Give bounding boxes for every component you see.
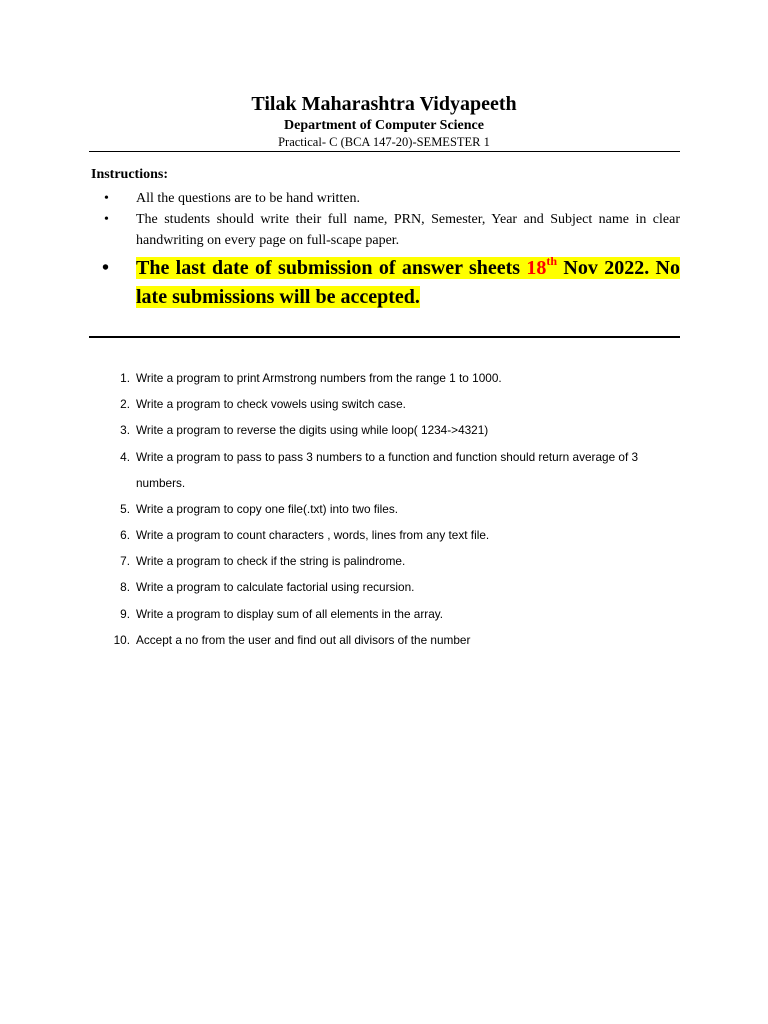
- practical-subtitle: Practical- C (BCA 147-20)-SEMESTER 1: [278, 135, 490, 149]
- deadline-prefix: The last date of submission of answer sheets: [136, 257, 527, 279]
- question-text: Write a program to reverse the digits using while loop( 1234->4321): [136, 423, 489, 438]
- question-number: 2.: [120, 397, 130, 412]
- question-text: Accept a no from the user and find out all divisors of the number: [136, 632, 471, 647]
- deadline-day-suffix: th: [546, 254, 558, 268]
- question-item: [100, 370, 680, 387]
- question-text: Write a program to display sum of all elements in the array.: [136, 606, 444, 621]
- question-number: 5.: [120, 501, 130, 516]
- deadline-day: 18: [526, 257, 547, 279]
- header-divider: [89, 151, 680, 152]
- department-name: Department of Computer Science: [284, 118, 484, 133]
- deadline-highlight: [136, 254, 680, 308]
- instruction-item: [91, 209, 680, 251]
- question-text: Write a program to print Armstrong numbers from the range 1 to 1000.: [136, 371, 502, 385]
- question-number: 4.: [120, 450, 130, 465]
- bullet-icon: •: [104, 212, 109, 227]
- instructions-heading: Instructions:: [91, 167, 169, 182]
- question-text: Write a program to count characters , words, lines from any text file.: [136, 527, 490, 542]
- bullet-icon: •: [102, 257, 110, 279]
- question-text: Write a program to check if the string is palindrome.: [136, 554, 406, 569]
- instruction-text: All the questions are to be hand written.: [136, 191, 360, 206]
- question-item: [100, 632, 680, 649]
- question-number: 9.: [120, 606, 130, 621]
- question-item: [100, 444, 680, 496]
- deadline-notice: [91, 254, 680, 312]
- question-number: 1.: [120, 371, 130, 385]
- instructions-list: [91, 188, 680, 312]
- question-number: 10.: [113, 632, 130, 647]
- question-number: 6.: [120, 527, 130, 542]
- question-item: [100, 501, 680, 518]
- question-text: Write a program to check vowels using switch case.: [136, 397, 406, 412]
- instruction-item: [91, 188, 680, 209]
- questions-list: [100, 370, 680, 658]
- question-text: Write a program to calculate factorial using recursion.: [136, 580, 415, 595]
- question-number: 3.: [120, 423, 130, 438]
- question-text: Write a program to copy one file(.txt) into two files.: [136, 501, 399, 516]
- question-item: [100, 579, 680, 596]
- question-item: [100, 527, 680, 544]
- question-text: Write a program to pass to pass 3 numbers to a function and function should return average of 3 numbers.: [136, 450, 639, 491]
- question-item: [100, 553, 680, 570]
- question-item: [100, 396, 680, 413]
- question-number: 8.: [120, 580, 130, 595]
- question-number: 7.: [120, 554, 130, 569]
- instruction-text: The students should write their full name, PRN, Semester, Year and Subject name in clear handwriting on every page on full-scape paper.: [136, 212, 680, 248]
- institution-title: Tilak Maharashtra Vidyapeeth: [251, 93, 517, 115]
- bullet-icon: •: [104, 191, 109, 206]
- deadline-suffix: Nov 2022. No late submissions will be accepted.: [136, 257, 680, 308]
- question-item: [100, 422, 680, 439]
- section-divider: [89, 336, 680, 338]
- question-item: [100, 606, 680, 623]
